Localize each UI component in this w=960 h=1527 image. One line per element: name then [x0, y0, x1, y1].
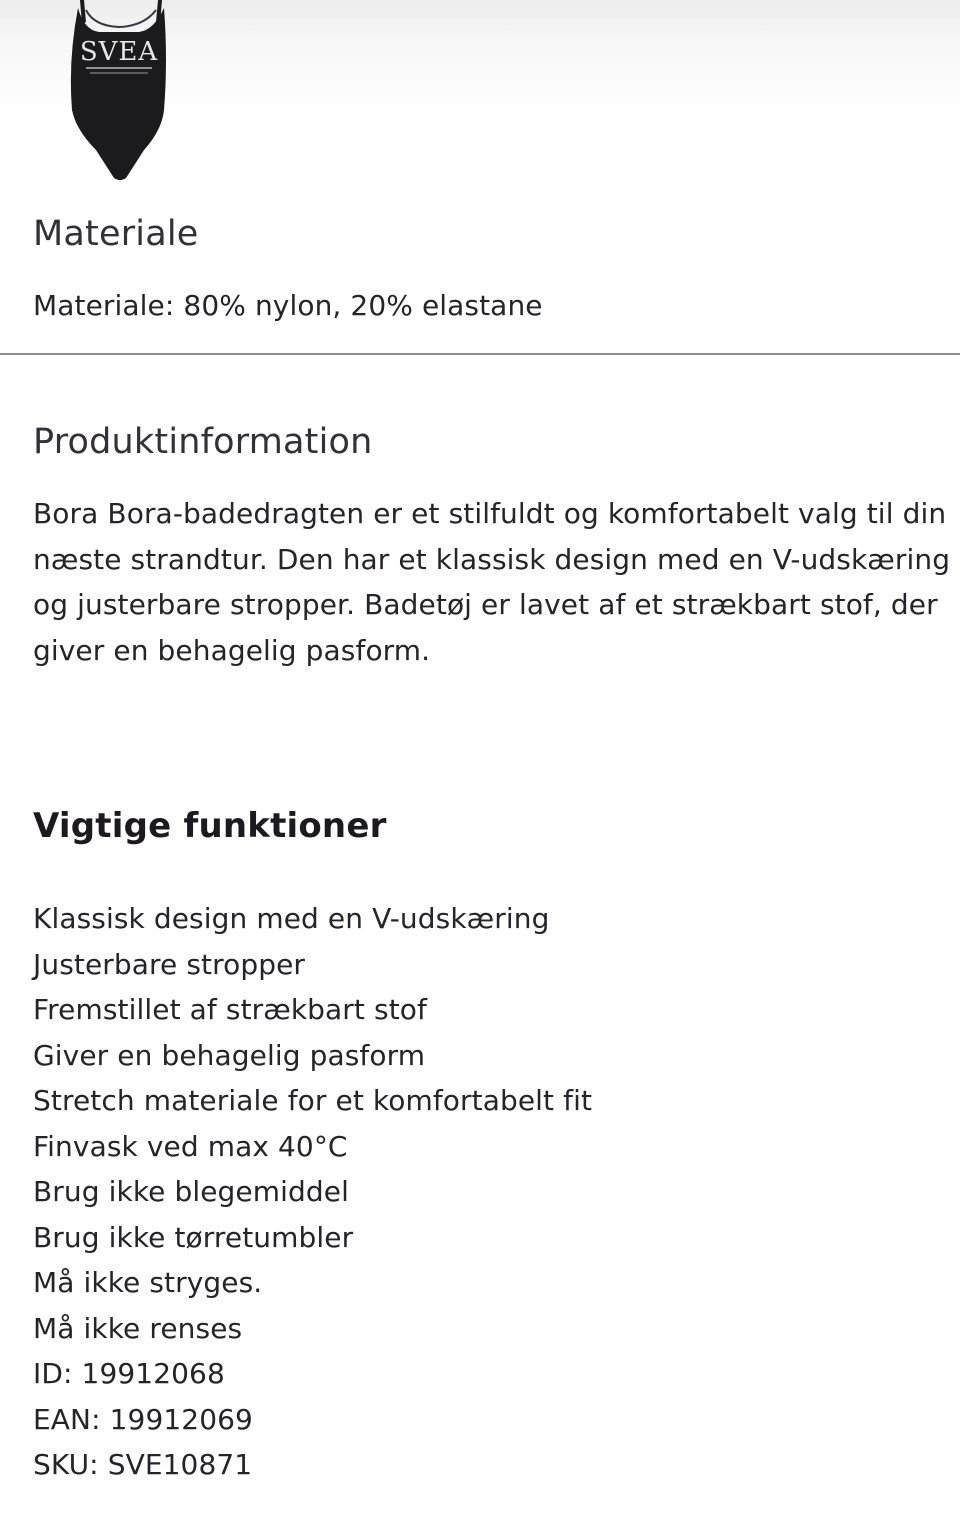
feature-item: Brug ikke blegemiddel [33, 1175, 349, 1208]
product-image-swimsuit[interactable] [64, 0, 174, 182]
feature-item: Må ikke stryges. [33, 1266, 263, 1299]
product-info-title: Produktinformation [33, 422, 373, 462]
product-sku: SKU: SVE10871 [33, 1448, 253, 1481]
feature-item: Må ikke renses [33, 1311, 243, 1345]
features-title: Vigtige funktioner [33, 806, 387, 846]
feature-item: Giver en behagelig pasform [33, 1038, 426, 1072]
product-id: ID: 19912068 [33, 1357, 225, 1390]
brand-print: SVEA [79, 37, 159, 67]
material-section [33, 212, 933, 329]
feature-item: Fremstillet af strækbart stof [33, 993, 427, 1026]
feature-item: Stretch materiale for et komfortabelt fit [33, 1084, 593, 1117]
features-list [33, 896, 933, 1488]
feature-item: Finvask ved max 40°C [33, 1129, 348, 1163]
product-ean: EAN: 19912069 [33, 1402, 253, 1436]
product-info-section [33, 420, 951, 673]
material-text: Materiale: 80% nylon, 20% elastane [33, 289, 543, 322]
features-section [33, 804, 933, 1488]
feature-item: Brug ikke tørretumbler [33, 1220, 354, 1254]
feature-item: Klassisk design med en V-udskæring [33, 902, 550, 935]
material-title: Materiale [33, 214, 199, 254]
section-divider [0, 353, 960, 355]
product-info-description: Bora Bora-badedragten er et stilfuldt og komfortabelt valg til din næste strandtur. Den har et klassisk design med en V-udskæring og justerbare stropper. Badetøj er lavet af et strækbart stof, der giver en behagelig pasform. [33, 497, 951, 667]
feature-item: Justerbare stropper [33, 947, 306, 981]
